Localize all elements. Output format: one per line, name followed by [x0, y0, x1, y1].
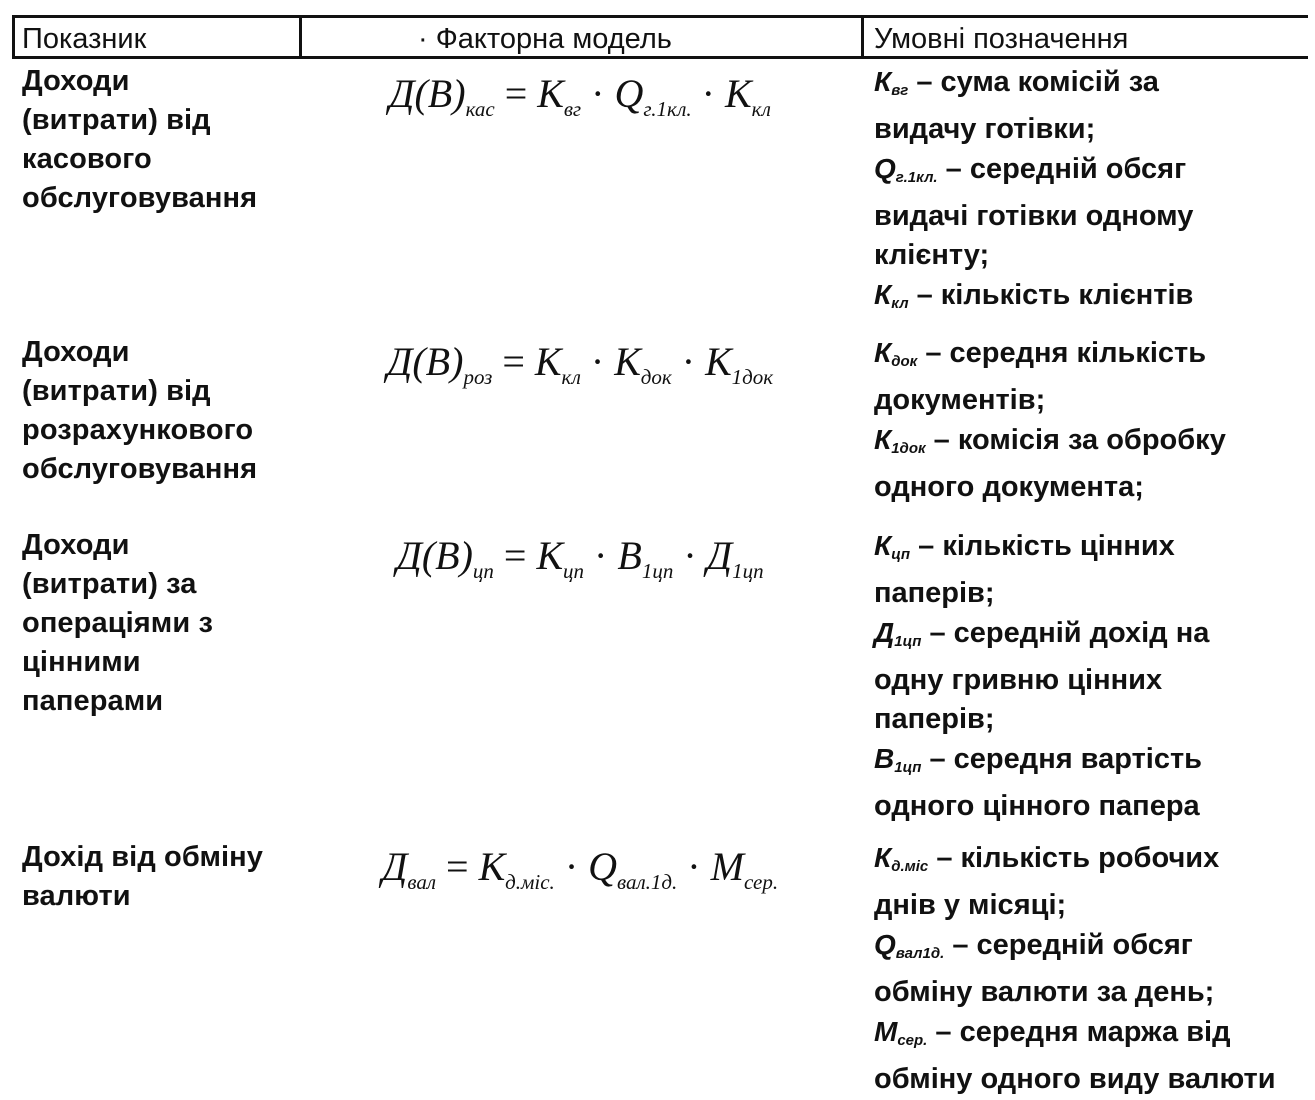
- definition-line: $К_{1док}$ – комісія за обробку: [874, 424, 1226, 457]
- header-factor-model: · Факторна модель: [418, 23, 672, 55]
- header-divider-2: [861, 15, 864, 59]
- row-3-formula: $Д(В)_{цп} = К_{цп} \cdot В_{1цп} \cdot Д_{1цп}$: [396, 533, 764, 583]
- definition-line: $Д_{1цп}$ – середній дохід на: [874, 617, 1210, 650]
- definition-line: $К_{д.міс}$ – кількість робочих: [874, 842, 1220, 875]
- row-3-indicator: Доходи (витрати) за операціями з цінними паперами: [22, 529, 213, 717]
- definition-line: $Q_{г.1кл.}$ – середній обсяг: [874, 153, 1187, 186]
- header-indicator: Показник: [22, 23, 147, 55]
- definition-line: $К_{вг}$ – сума комісій за: [874, 66, 1159, 99]
- definition-line: $М_{сер.}$ – середня маржа від: [874, 1016, 1231, 1049]
- header-divider-1: [299, 15, 302, 59]
- header-notation: Умовні позначення: [874, 23, 1129, 55]
- row-4-formula: $Д_{вал} = К_{д.міс.} \cdot Q_{вал.1д.} \cdot М_{сер.}$: [381, 844, 779, 894]
- row-1-indicator: Доходи (витрати) від касового обслуговування: [22, 65, 258, 214]
- row-2-indicator: Доходи (витрати) від розрахункового обслуговування: [22, 336, 258, 485]
- row-4-definitions: $К_{д.міс}$ – кількість робочих днів у місяці; $Q_{вал1д.}$ – середній обсяг обміну валюти за день; $М_{сер.}$ – середня маржа від обміну одного виду валюти: [874, 838, 1306, 1099]
- row-2-formula: $Д(В)_{роз} = К_{кл} \cdot К_{док} \cdot К_{1док}$: [386, 339, 774, 389]
- definition-line: $К_{док}$ – середня кількість: [874, 337, 1207, 370]
- header-left-rule: [12, 15, 15, 59]
- row-1-definitions: $К_{вг}$ – сума комісій за видачу готівки; $Q_{г.1кл.}$ – середній обсяг видачі готівки одному клієнту; $К_{кл}$ – кількість клієнтів: [874, 62, 1306, 323]
- row-4-indicator: Дохід від обміну валюти: [22, 841, 264, 912]
- row-3-definitions: $К_{цп}$ – кількість цінних паперів; $Д_{1цп}$ – середній дохід на одну гривню цінних паперів; $В_{1цп}$ – середня вартість одного цінного папера: [874, 526, 1306, 826]
- row-2-definitions: $К_{док}$ – середня кількість документів; $К_{1док}$ – комісія за обробку одного документа;: [874, 333, 1306, 507]
- definition-line: $К_{цп}$ – кількість цінних: [874, 530, 1175, 563]
- definition-line: $В_{1цп}$ – середня вартість: [874, 743, 1203, 776]
- definition-line: $Q_{вал1д.}$ – середній обсяг: [874, 929, 1193, 962]
- header-bottom-rule: [12, 56, 1308, 59]
- header-top-rule: [12, 15, 1308, 18]
- row-1-formula: $Д(В)_{кас} = К_{вг} \cdot Q_{г.1кл.} \cdot К_{кл}$: [389, 71, 771, 121]
- definition-line: $К_{кл}$ – кількість клієнтів: [874, 279, 1194, 312]
